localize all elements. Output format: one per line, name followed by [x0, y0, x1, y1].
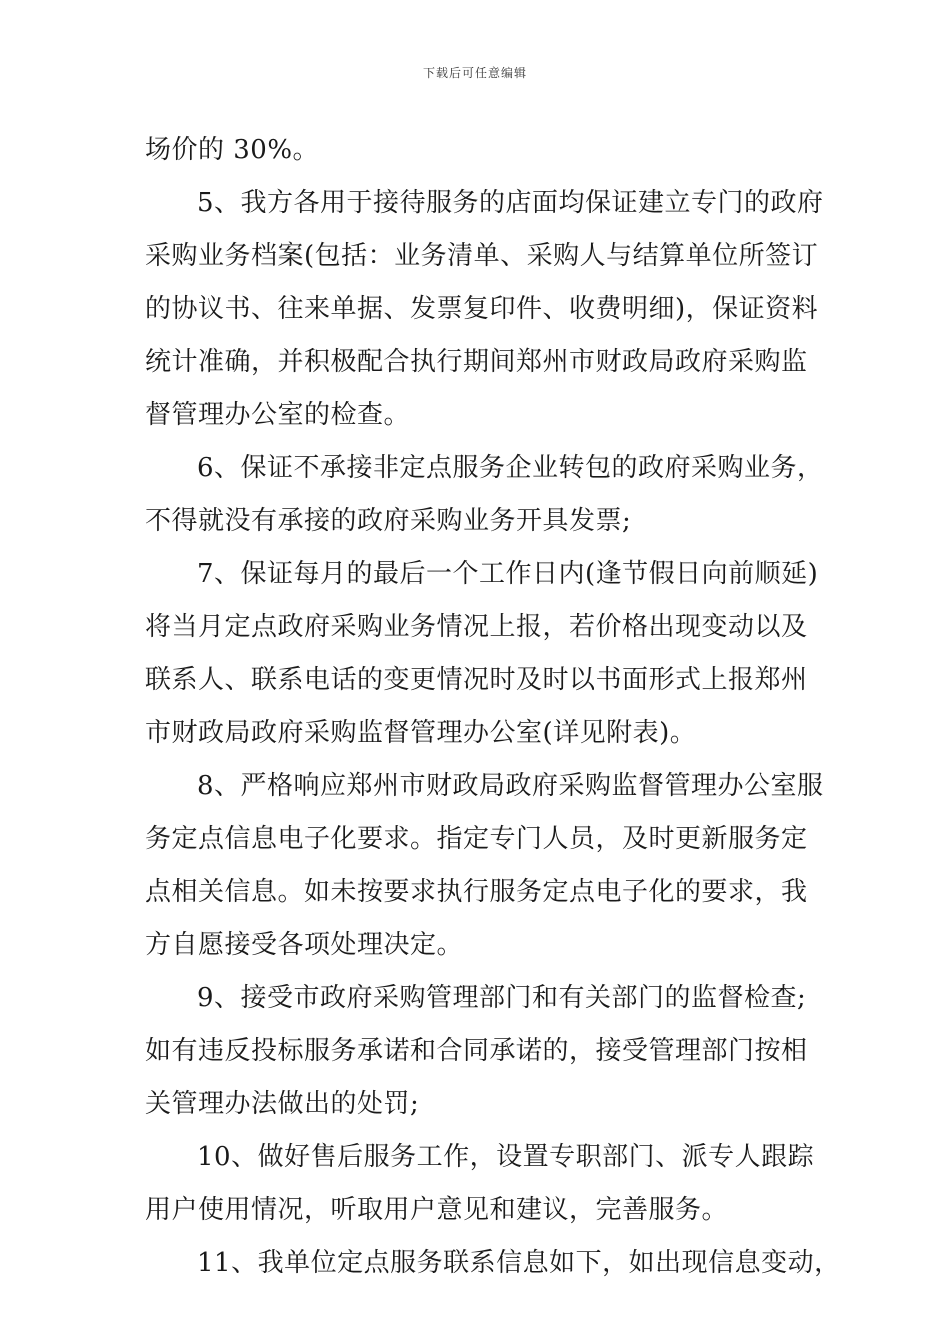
- document-body: [145, 124, 841, 1290]
- text-line: 点相关信息。如未按要求执行服务定点电子化的要求，我: [145, 877, 808, 907]
- text-line: 7、保证每月的最后一个工作日内(逢节假日向前顺延): [197, 559, 819, 589]
- text-line: 督管理办公室的检查。: [145, 400, 411, 430]
- text-line: 9、接受市政府采购管理部门和有关部门的监督检查;: [197, 983, 807, 1013]
- text-line: 8、严格响应郑州市财政局政府采购监督管理办公室服: [197, 771, 824, 801]
- text-line: 如有违反投标服务承诺和合同承诺的，接受管理部门按相: [145, 1036, 808, 1066]
- text-line: 10、做好售后服务工作，设置专职部门、派专人跟踪: [197, 1142, 815, 1172]
- text-line: 场价的 30%。: [145, 135, 320, 165]
- text-line: 的协议书、往来单据、发票复印件、收费明细)，保证资料: [145, 294, 819, 324]
- text-line: 联系人、联系电话的变更情况时及时以书面形式上报郑州: [145, 665, 808, 695]
- text-line: 务定点信息电子化要求。指定专门人员，及时更新服务定: [145, 824, 808, 854]
- text-line: 不得就没有承接的政府采购业务开具发票;: [145, 506, 632, 536]
- text-line: 市财政局政府采购监督管理办公室(详见附表)。: [145, 718, 697, 748]
- text-line: 11、我单位定点服务联系信息如下，如出现信息变动，: [197, 1248, 841, 1278]
- text-line: 将当月定点政府采购业务情况上报，若价格出现变动以及: [145, 612, 808, 642]
- text-line: 6、保证不承接非定点服务企业转包的政府采购业务，: [197, 453, 824, 483]
- text-line: 采购业务档案(包括：业务清单、采购人与结算单位所签订: [145, 241, 819, 271]
- text-line: 方自愿接受各项处理决定。: [145, 930, 464, 960]
- text-line: 统计准确，并积极配合执行期间郑州市财政局政府采购监: [145, 347, 808, 377]
- text-line: 关管理办法做出的处罚;: [145, 1089, 420, 1119]
- text-line: 5、我方各用于接待服务的店面均保证建立专门的政府: [197, 188, 824, 218]
- page-header: 下载后可任意编辑: [422, 66, 527, 80]
- text-line: 用户使用情况，听取用户意见和建议，完善服务。: [145, 1195, 729, 1225]
